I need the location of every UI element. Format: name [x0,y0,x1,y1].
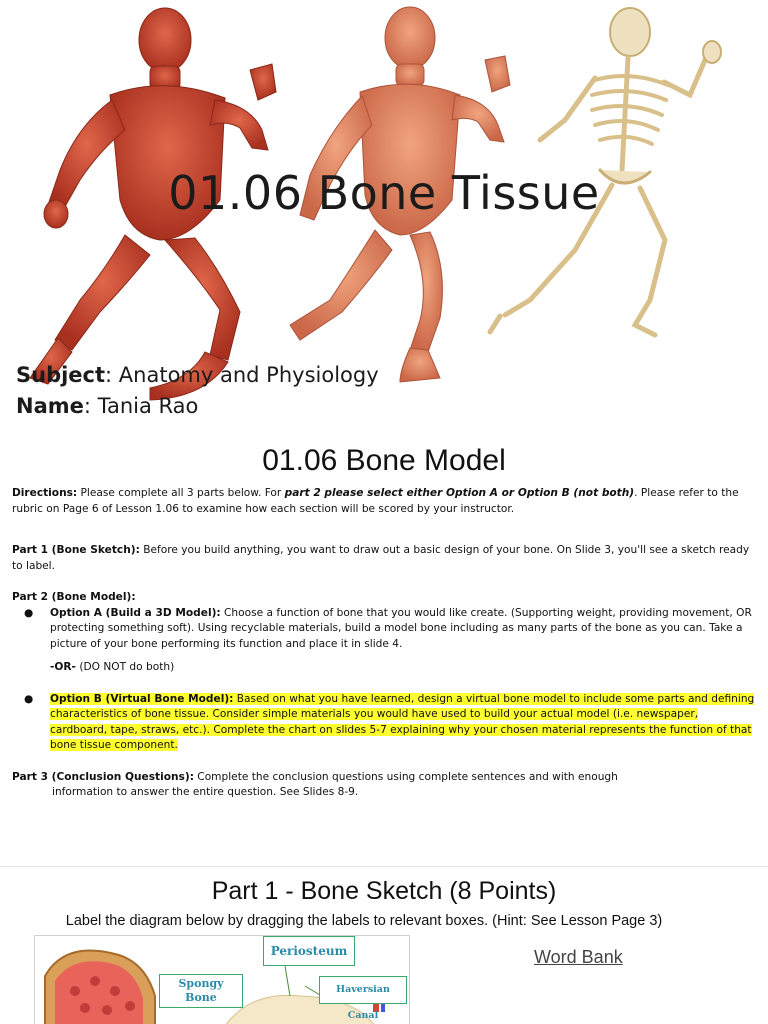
part1-label: Part 1 (Bone Sketch): [12,544,140,556]
slide-title: Part 1 - Bone Sketch (8 Points) [211,877,557,905]
subject-line [16,360,379,391]
part1-paragraph [12,543,756,574]
option-a-text: Choose a function of bone that you would like create. (Supporting weight, providing movement, OR protecting something soft). Using recyclable materials, build a model bone including as many parts of the bone as you can. Take a picture of your bone performing its function and place it in slide 4. [50,606,752,650]
part3-paragraph [12,770,756,786]
directions-emphasis: part 2 please select either Option A or Option B (not both) [284,487,635,499]
subject-value: : Anatomy and Physiology [105,363,379,387]
directions-label: Directions: [12,487,78,499]
word-bank-heading: Word Bank [534,947,623,967]
name-value: : Tania Rao [83,394,199,418]
directions-body [12,486,756,801]
spongy-label-line2: Bone [185,991,217,1004]
slide-subtitle: Label the diagram below by dragging the labels to relevant boxes. (Hint: See Lesson Page 3) [65,913,663,929]
part1-text: Before you build anything, you want to draw out a basic design of your bone. On Slide 3, you'll see a sketch ready to label. [12,544,750,572]
spongy-label-line1: Spongy [178,977,224,990]
option-b-item [12,692,756,754]
directions-slide [0,432,768,848]
directions-text: Please complete all 3 parts below. For [77,487,285,499]
spongy-bone-label[interactable] [159,974,243,1008]
option-a-item [12,606,756,653]
part2-heading [12,590,756,606]
or-line [12,660,756,676]
part3-paragraph-cont: information to answer the entire question. See Slides 8-9. [52,786,359,798]
option-b-text: Based on what you have learned, design a virtual bone model to include some parts and defining characteristics of bone tissue. Consider simple materials you would have used to build your actual model (i.e. newspaper, cardboard, tape, straws, etc.). Complete the chart on slides 5-7 explaining why your chosen material represents the function of that bone tissue component. [50,692,755,751]
directions-text-end: . Please refer to the rubric on Page 6 of Lesson 1.06 to examine how each section will be scored by your instructor. [12,487,739,515]
part2-label: Part 2 (Bone Model): [12,591,136,603]
periosteum-label[interactable]: Periosteum [263,936,355,966]
or-label: -OR- [50,661,76,673]
slide-title: 01.06 Bone Model [262,444,506,477]
option-b-highlight [50,693,754,752]
part3-label: Part 3 (Conclusion Questions): [12,770,194,783]
title-slide [0,0,768,432]
option-b-label: Option B (Virtual Bone Model): [50,692,234,705]
bone-sketch-slide [0,866,768,1024]
part3-text: Complete the conclusion questions using complete sentences and with enough [193,770,618,783]
bullet-dot: ● [24,606,34,619]
option-a-label: Option A (Build a 3D Model): [50,606,221,619]
name-label: Name [16,394,84,418]
haversian-canal-label[interactable]: Haversian Canal [319,976,407,1004]
directions-paragraph [12,486,756,517]
subject-label: Subject [16,363,106,387]
bone-diagram [34,935,410,1024]
student-info [16,360,379,422]
bullet-dot: ● [24,692,34,705]
presentation-title: 01.06 Bone Tissue [168,166,600,220]
or-text: (DO NOT do both) [75,661,175,673]
name-line [16,391,379,422]
